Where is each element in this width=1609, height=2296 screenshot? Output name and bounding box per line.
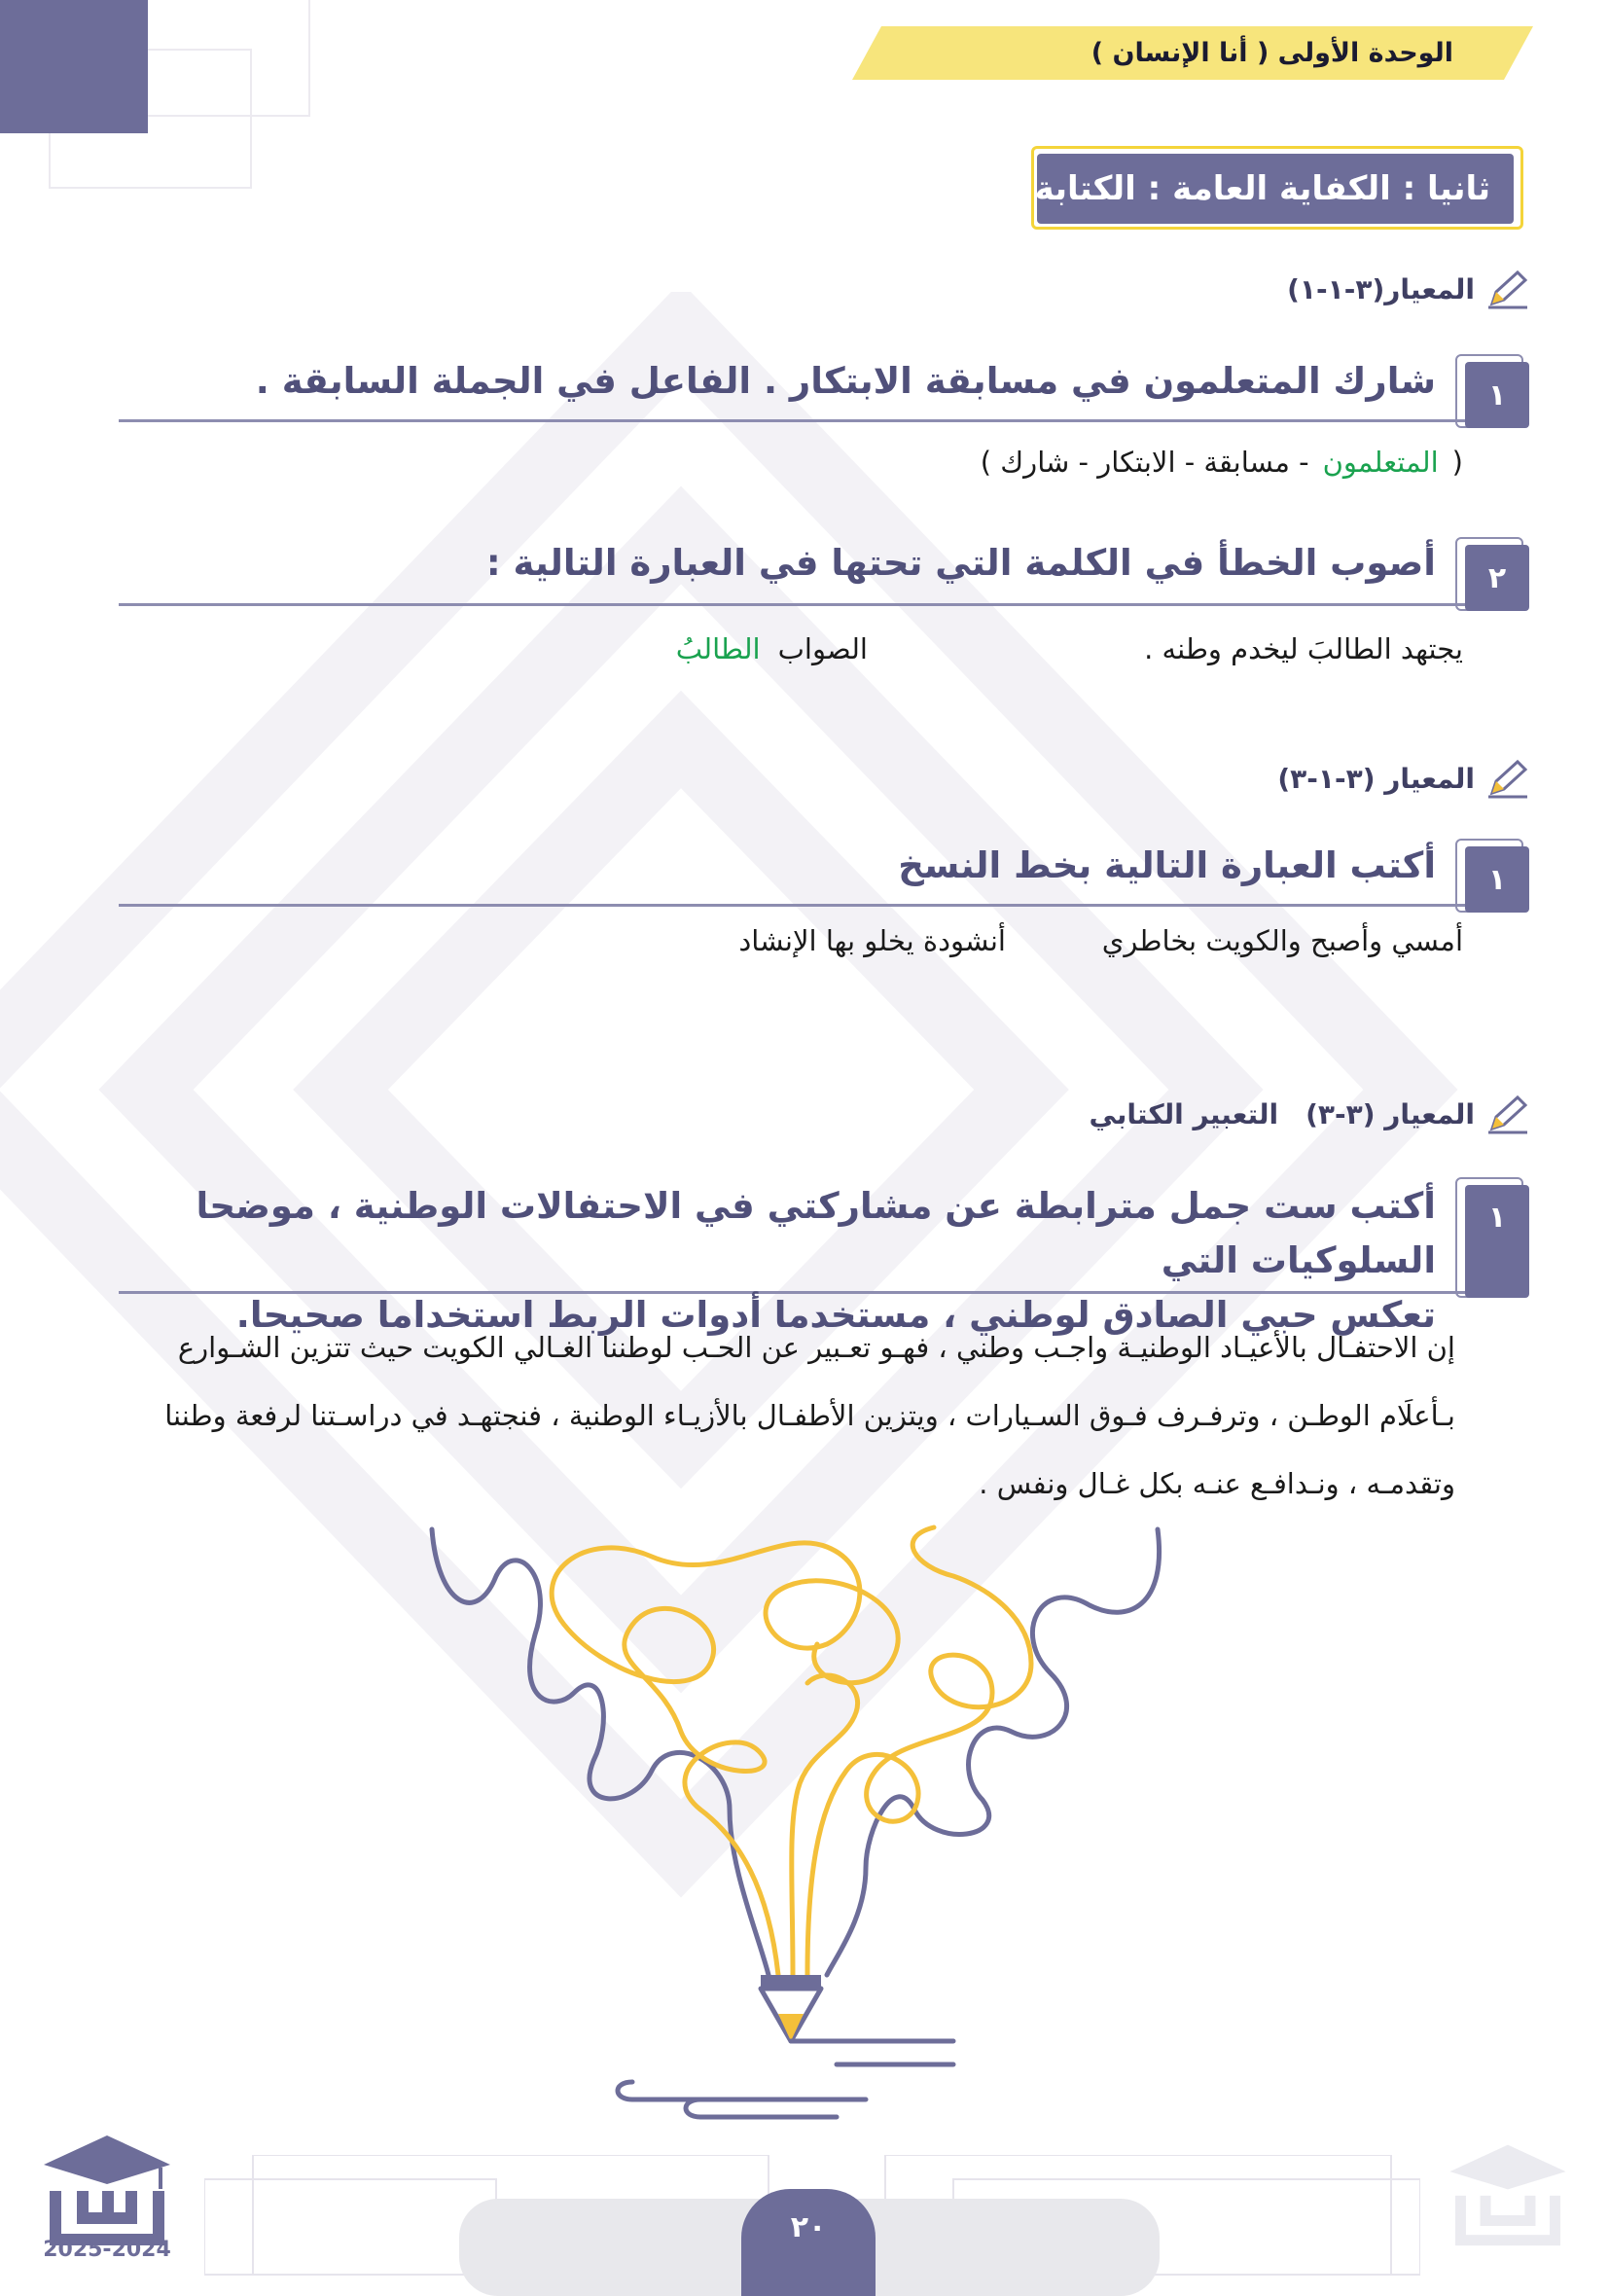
question-rule: [119, 419, 1529, 422]
pencil-icon: [1484, 1092, 1529, 1136]
question-prompt-line: أكتب ست جمل مترابطة عن مشاركتي في الاحتفالات الوطنية ، موضحا السلوكيات التي: [196, 1185, 1436, 1281]
essay-line: بـأعلَام الوطـن ، وترفـرف فـوق السـيارات ، ويتزين الأطفـال بالأزيـاء الوطنية ، فنجتهـد في دراسـتنا لرفعة وطننا: [164, 1399, 1455, 1432]
criterion-label: المعيار(٣-١-١): [1287, 272, 1475, 305]
options-rest: - مسابقة - الابتكار - شارك ): [980, 446, 1309, 479]
criterion-header: [1287, 265, 1529, 313]
essay-line: إن الاحتفـال بالأعيـاد الوطنيـة واجـب وطني ، فهـو تعـبير عن الحـب لوطننا الغـالي الكويت حيث تتزين الشـوارع: [177, 1331, 1455, 1364]
question-rule: [119, 603, 1529, 606]
section-title: ثانيا : الكفاية العامة : الكتابة: [1034, 169, 1490, 208]
criterion-header: [1090, 1090, 1529, 1138]
verse-part-1: أمسي وأصبح والكويت بخاطري: [1101, 924, 1463, 957]
pencil-scribble-illustration: [409, 1518, 1187, 2150]
question-prompt-line: تعكس حبي الصادق لوطني ، مستخدما أدوات الربط استخداما صحيحا.: [235, 1294, 1436, 1336]
question-prompt: أكتب العبارة التالية بخط النسخ: [898, 844, 1436, 886]
school-logo: [34, 2131, 180, 2247]
unit-title: الوحدة الأولى ( أنا الإنسان ): [1091, 38, 1453, 68]
question-prompt: شارك المتعلمون في مسابقة الابتكار . الفاعل في الجملة السابقة .: [255, 360, 1436, 402]
school-logo-watermark: [1440, 2140, 1576, 2247]
corner-block-decoration: [0, 0, 148, 133]
question-rule: [119, 904, 1529, 907]
correction-value: الطالبُ: [675, 632, 761, 665]
essay-answer: [84, 1313, 1455, 1518]
options-open-paren: (: [1451, 446, 1463, 479]
answer-options: [981, 446, 1463, 479]
question-number: ١: [1465, 362, 1529, 428]
correction-label: الصواب: [777, 632, 868, 665]
question-prompt: أصوب الخطأ في الكلمة التي تحتها في العبارة التالية :: [485, 542, 1436, 584]
essay-line: وتقدمـه ، ونـدافـع عنـه بكل غـال ونفس .: [979, 1467, 1455, 1500]
correction: [676, 632, 868, 665]
pencil-icon: [1484, 267, 1529, 311]
logo-year: 2025-2024: [43, 2238, 171, 2262]
sentence-with-error: يجتهد الطالبَ ليخدم وطنه .: [1144, 632, 1463, 665]
question-number: ٢: [1465, 545, 1529, 611]
criterion-label: المعيار (٣-٣): [1305, 1097, 1475, 1130]
correct-answer: المتعلمون: [1322, 446, 1439, 479]
page-number: ٢٠: [790, 2210, 827, 2244]
criterion-label: المعيار (٣-١-٣): [1277, 762, 1475, 795]
criterion-topic: التعبير الكتابي: [1089, 1097, 1279, 1130]
question-number: ١: [1465, 846, 1529, 913]
criterion-header: [1277, 754, 1529, 803]
pencil-icon: [1484, 756, 1529, 801]
question-number: ١: [1465, 1185, 1529, 1298]
verse-part-2: أنشودة يخلو بها الإنشاد: [738, 924, 1006, 957]
